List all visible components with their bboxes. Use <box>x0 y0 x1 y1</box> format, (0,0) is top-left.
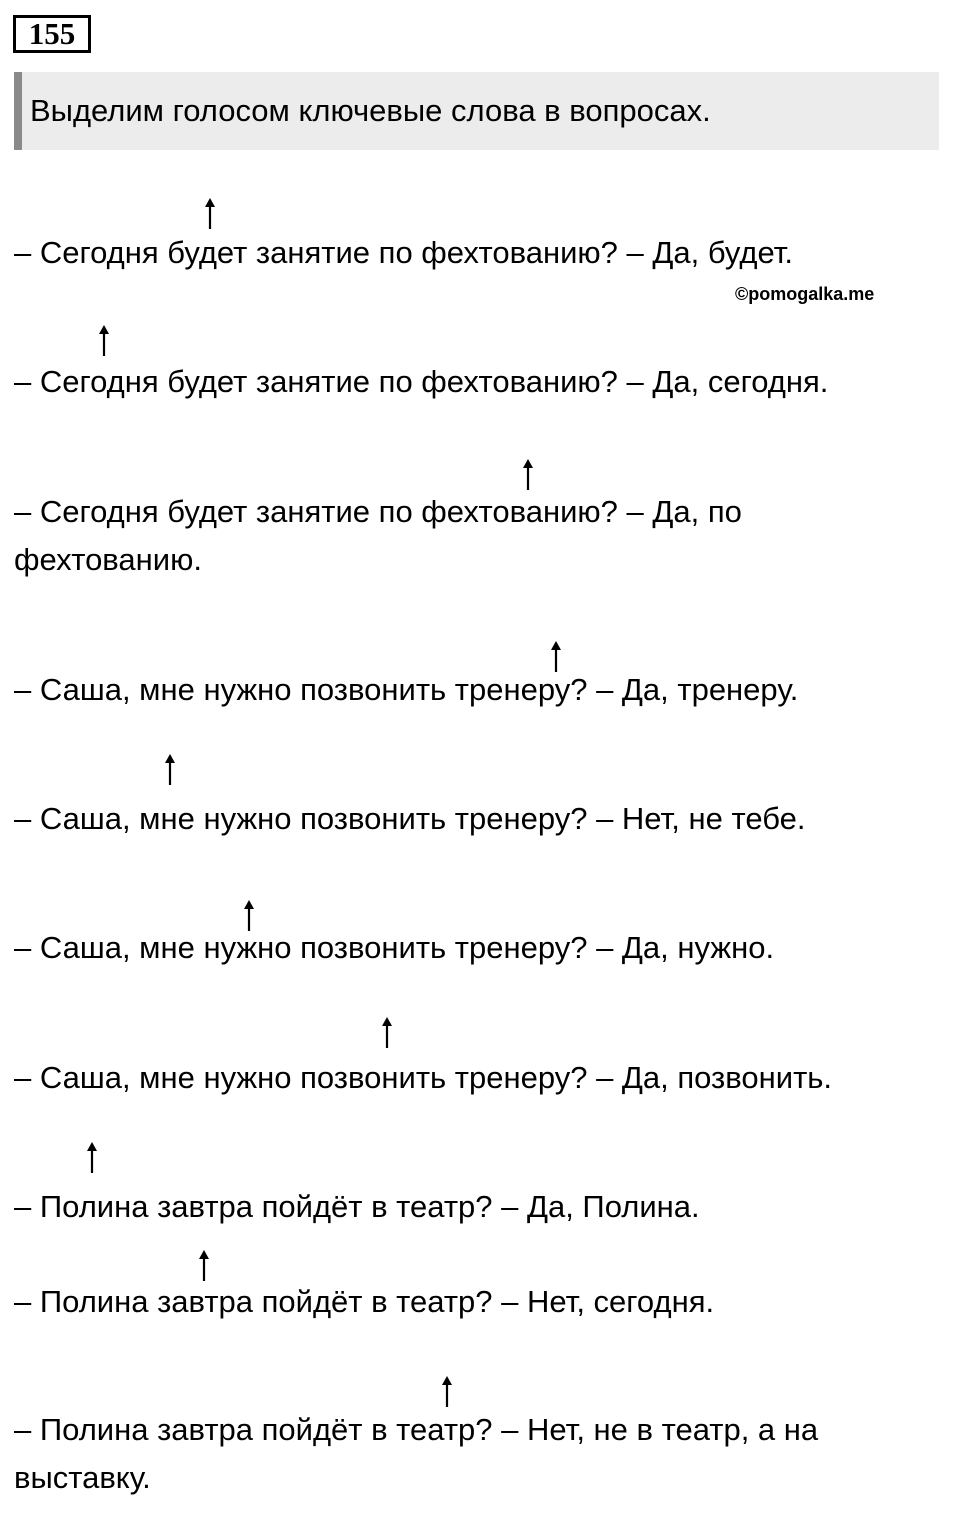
dialogue-line: – Саша, мне нужно позвонить тренеру? – Нет, не тебе. <box>14 801 806 836</box>
dialogue-line: – Полина завтра пойдёт в театр? – Нет, сегодня. <box>14 1284 715 1319</box>
up-arrow-icon <box>196 1248 212 1282</box>
dialogue-line: – Саша, мне нужно позвонить тренеру? – Да, тренеру. <box>14 672 799 707</box>
up-arrow-icon <box>162 752 178 786</box>
up-arrow-icon <box>379 1015 395 1049</box>
up-arrow-icon <box>439 1374 455 1408</box>
dialogue-line: – Саша, мне нужно позвонить тренеру? – Да, позвонить. <box>14 1060 833 1095</box>
dialogue-line: – Сегодня будет занятие по фехтованию? – Да, по <box>14 494 742 529</box>
up-arrow-icon <box>96 323 112 357</box>
up-arrow-icon <box>202 196 218 230</box>
dialogue-line: фехтованию. <box>14 542 202 577</box>
instruction-banner <box>14 72 939 150</box>
up-arrow-icon <box>520 457 536 491</box>
dialogue-line: – Полина завтра пойдёт в театр? – Да, Полина. <box>14 1189 700 1224</box>
dialogue-line: – Полина завтра пойдёт в театр? – Нет, не в театр, а на <box>14 1412 819 1447</box>
dialogue-line: – Сегодня будет занятие по фехтованию? – Да, сегодня. <box>14 364 829 399</box>
dialogue-line: – Саша, мне нужно позвонить тренеру? – Да, нужно. <box>14 930 775 965</box>
watermark: ©pomogalka.me <box>735 284 875 304</box>
dialogue-line: – Сегодня будет занятие по фехтованию? – Да, будет. <box>14 235 794 270</box>
up-arrow-icon <box>84 1140 100 1174</box>
task-number-box: 155 <box>13 15 91 53</box>
dialogue-line: выставку. <box>14 1460 151 1495</box>
instruction-text: Выделим голосом ключевые слова в вопросах. <box>30 93 711 128</box>
